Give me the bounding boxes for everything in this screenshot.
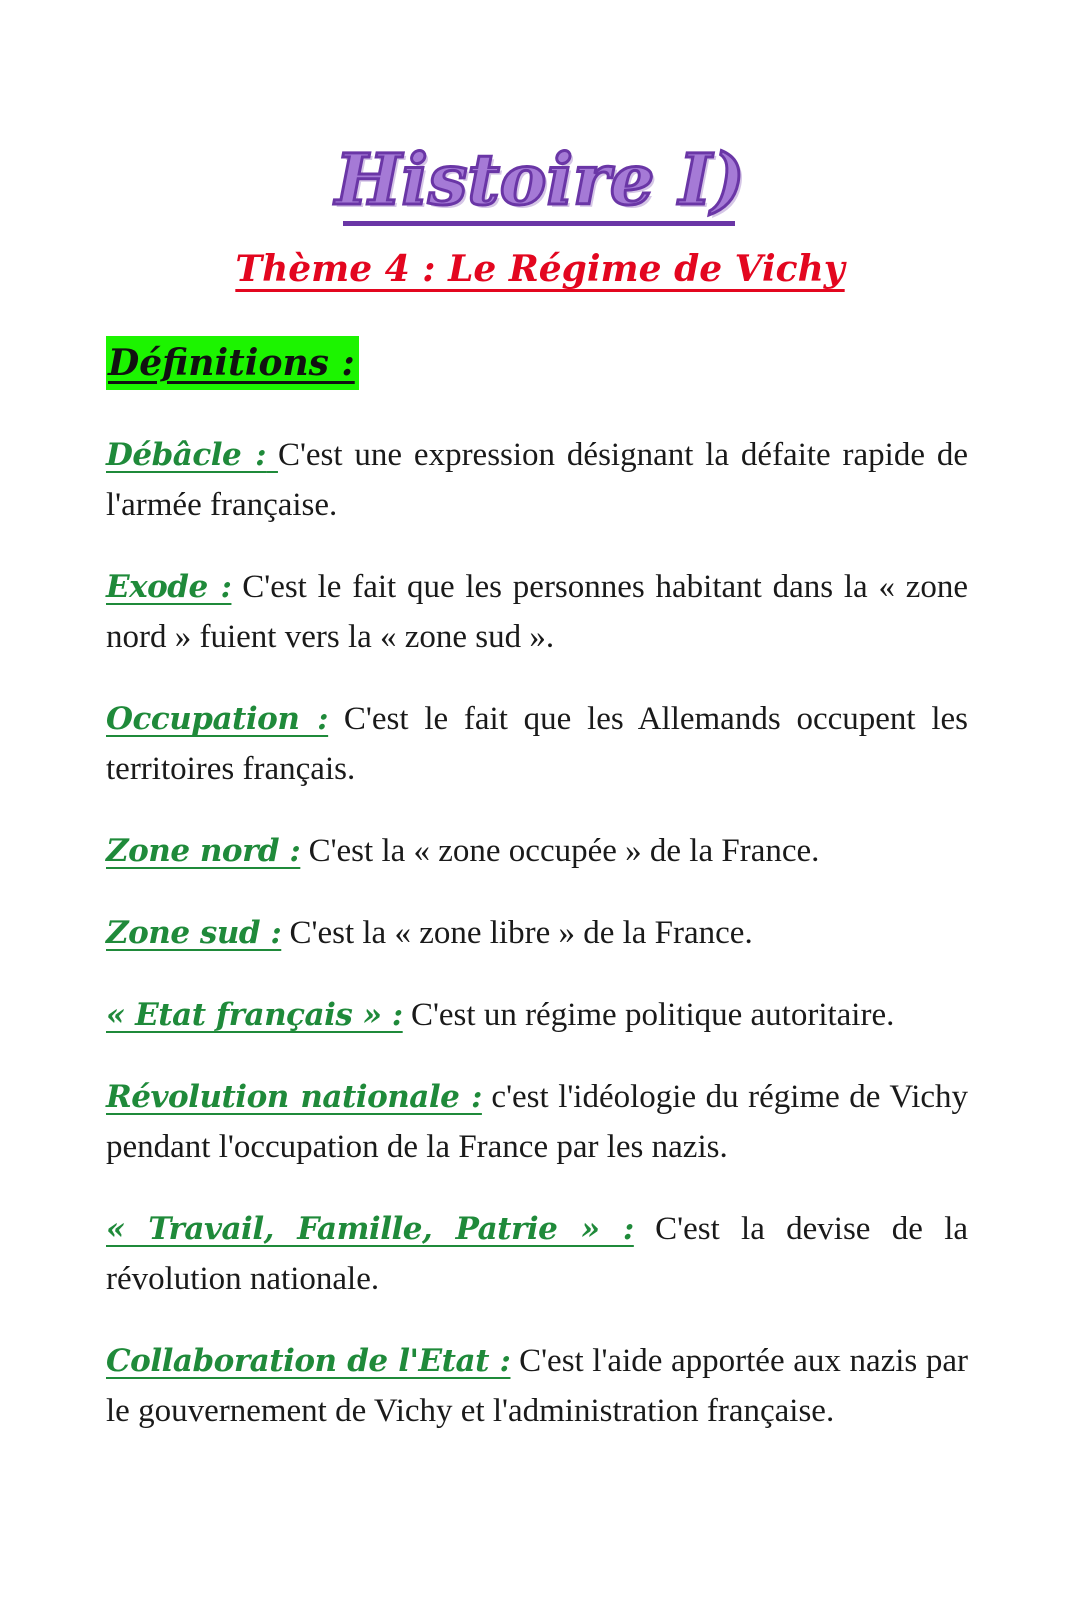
definition-text: C'est la « zone libre » de la France. [289,915,753,951]
section-heading-definitions: Définitions : [106,336,359,390]
definition-item [106,990,968,1040]
definition-term: Occupation : [106,701,329,737]
definition-term: « Etat français » : [106,997,403,1033]
definition-item [106,826,968,876]
definition-text: c'est l'idéologie du régime de Vichy pendant l'occupation de la France par les nazis. [106,1079,969,1165]
definition-item [106,1336,968,1436]
definition-term: Zone sud : [106,915,282,951]
definition-item [106,430,968,530]
definition-text: C'est la « zone occupée » de la France. [308,833,820,869]
definition-term: « Travail, Famille, Patrie » : [106,1211,634,1247]
definition-text: C'est une expression désignant la défaite rapide de l'armée française. [106,437,968,523]
definition-text: C'est l'aide apportée aux nazis par le gouvernement de Vichy et l'administration française. [106,1343,968,1429]
definition-item [106,1072,968,1172]
definitions-list [106,430,968,1468]
definition-item [106,1204,968,1304]
definition-item [106,908,968,958]
definition-text: C'est le fait que les personnes habitant dans la « zone nord » fuient vers la « zone sud ». [106,569,969,655]
definition-term: Débâcle : [106,437,267,473]
title-underline [343,221,735,226]
definition-term: Zone nord : [106,833,301,869]
definition-term: Collaboration de l'Etat : [106,1343,511,1379]
definition-text: C'est le fait que les Allemands occupent les territoires français. [106,701,968,787]
definition-item [106,694,968,794]
definition-text: C'est la devise de la révolution nationale. [106,1211,969,1297]
definition-term: Révolution nationale : [106,1079,482,1115]
page-subtitle [0,244,1080,294]
page-title: Histoire I) [335,138,745,221]
subtitle-text: Thème 4 : Le Régime de Vichy [235,248,845,290]
definition-text: C'est un régime politique autoritaire. [410,997,895,1033]
definition-term: Exode : [106,569,232,605]
definition-item [106,562,968,662]
